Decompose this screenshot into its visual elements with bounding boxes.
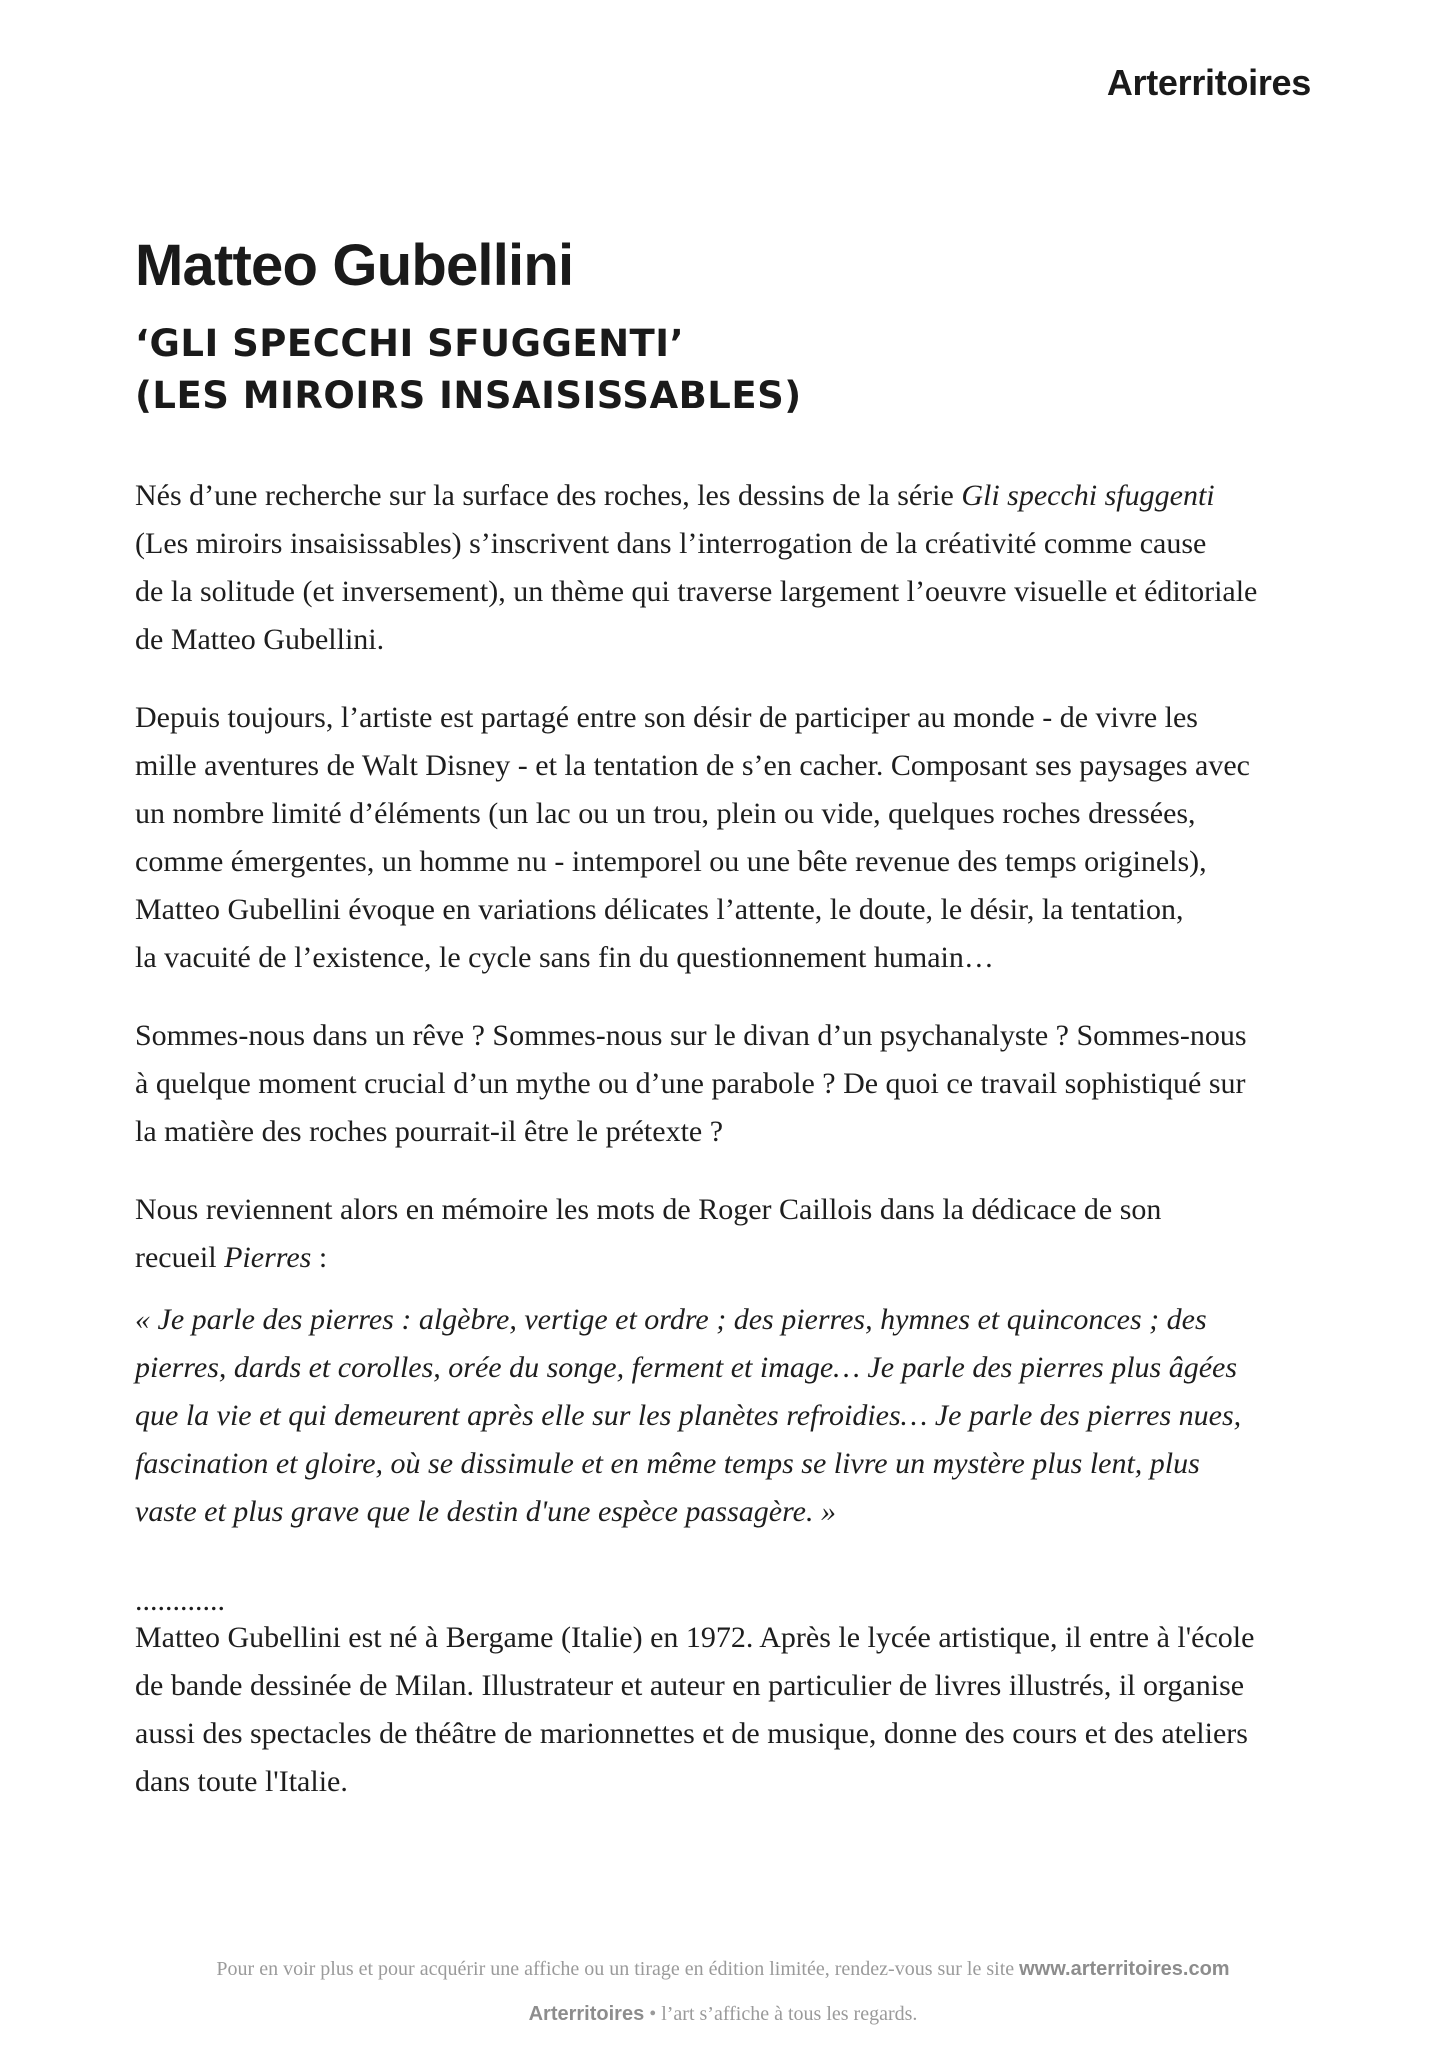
text-span: recueil: [135, 1241, 225, 1274]
brand-logo: Arterritoires: [1106, 62, 1311, 103]
text-line: dans toute l'Italie.: [135, 1765, 348, 1798]
footer-brand: Arterritoires: [528, 2003, 645, 2025]
article-body: [135, 472, 1315, 1836]
text-line: Matteo Gubellini est né à Bergame (Italie) en 1972. Après le lycée artistique, il entre à l'école: [135, 1621, 1255, 1654]
text-line: un nombre limité d’éléments (un lac ou un trou, plein ou vide, quelques roches dressées,: [135, 797, 1196, 830]
text-line: Sommes-nous dans un rêve ? Sommes-nous sur le divan d’un psychanalyste ? Sommes-nous: [135, 1019, 1247, 1052]
footer-tagline: [0, 2003, 1446, 2026]
text-line: Depuis toujours, l’artiste est partagé entre son désir de participer au monde - de vivre les: [135, 701, 1198, 734]
paragraph-bio: [135, 1614, 1315, 1806]
text-line: à quelque moment crucial d’un mythe ou d’une parabole ? De quoi ce travail sophistiqué sur: [135, 1067, 1246, 1100]
quote-line: pierres, dards et corolles, orée du songe, ferment et image… Je parle des pierres plus âgées: [135, 1351, 1238, 1384]
text-span: Nés d’une recherche sur la surface des roches, les dessins de la série: [135, 479, 962, 512]
text-line: mille aventures de Walt Disney - et la tentation de s’en cacher. Composant ses paysages avec: [135, 749, 1250, 782]
text-line: Matteo Gubellini évoque en variations délicates l’attente, le doute, le désir, la tentation,: [135, 893, 1184, 926]
text-line: la matière des roches pourrait-il être le prétexte ?: [135, 1115, 724, 1148]
footer-text: Pour en voir plus et pour acquérir une affiche ou un tirage en édition limitée, rendez-vous sur le site: [216, 1958, 1020, 1980]
text-line: comme émergentes, un homme nu - intemporel ou une bête revenue des temps originels),: [135, 845, 1207, 878]
text-line: de bande dessinée de Milan. Illustrateur et auteur en particulier de livres illustrés, il organise: [135, 1669, 1245, 1702]
text-line: la vacuité de l’existence, le cycle sans fin du questionnement humain…: [135, 941, 994, 974]
paragraph-caillois: [135, 1186, 1315, 1282]
text-span: :: [311, 1241, 328, 1274]
paragraph-questions: [135, 1012, 1315, 1156]
quote-line: « Je parle des pierres : algèbre, vertige et ordre ; des pierres, hymnes et quinconces ; des: [135, 1303, 1207, 1336]
quote-line: vaste et plus grave que le destin d'une espèce passagère. »: [135, 1495, 836, 1528]
subtitle-line: (LES MIROIRS INSAISISSABLES): [135, 374, 802, 417]
footer-note: [0, 1958, 1446, 1981]
section-separator: ............: [135, 1584, 225, 1617]
series-title: Gli specchi sfuggenti: [961, 479, 1215, 512]
subtitle-line: ‘GLI SPECCHI SFUGGENTI’: [135, 322, 685, 365]
text-line: aussi des spectacles de théâtre de marionnettes et de musique, donne des cours et des ateliers: [135, 1717, 1248, 1750]
footer-tagline-text: • l’art s’affiche à tous les regards.: [644, 2003, 918, 2025]
text-line: de la solitude (et inversement), un thème qui traverse largement l’oeuvre visuelle et éditoriale: [135, 575, 1258, 608]
paragraph-intro: [135, 472, 1315, 664]
text-line: Nous reviennent alors en mémoire les mots de Roger Caillois dans la dédicace de son: [135, 1193, 1162, 1226]
artwork-subtitle: [135, 318, 1315, 422]
text-line: de Matteo Gubellini.: [135, 623, 385, 656]
quote-line: fascination et gloire, où se dissimule et en même temps se livre un mystère plus lent, plus: [135, 1447, 1200, 1480]
website-link[interactable]: www.arterritoires.com: [1019, 1958, 1230, 1980]
text-line: (Les miroirs insaisissables) s’inscrivent dans l’interrogation de la créativité comme cause: [135, 527, 1207, 560]
quote-line: que la vie et qui demeurent après elle sur les planètes refroidies… Je parle des pierres nues,: [135, 1399, 1242, 1432]
page-title: Matteo Gubellini: [135, 233, 574, 298]
book-title: Pierres: [224, 1241, 312, 1274]
blockquote: [135, 1296, 1315, 1536]
paragraph-artist: [135, 694, 1315, 982]
